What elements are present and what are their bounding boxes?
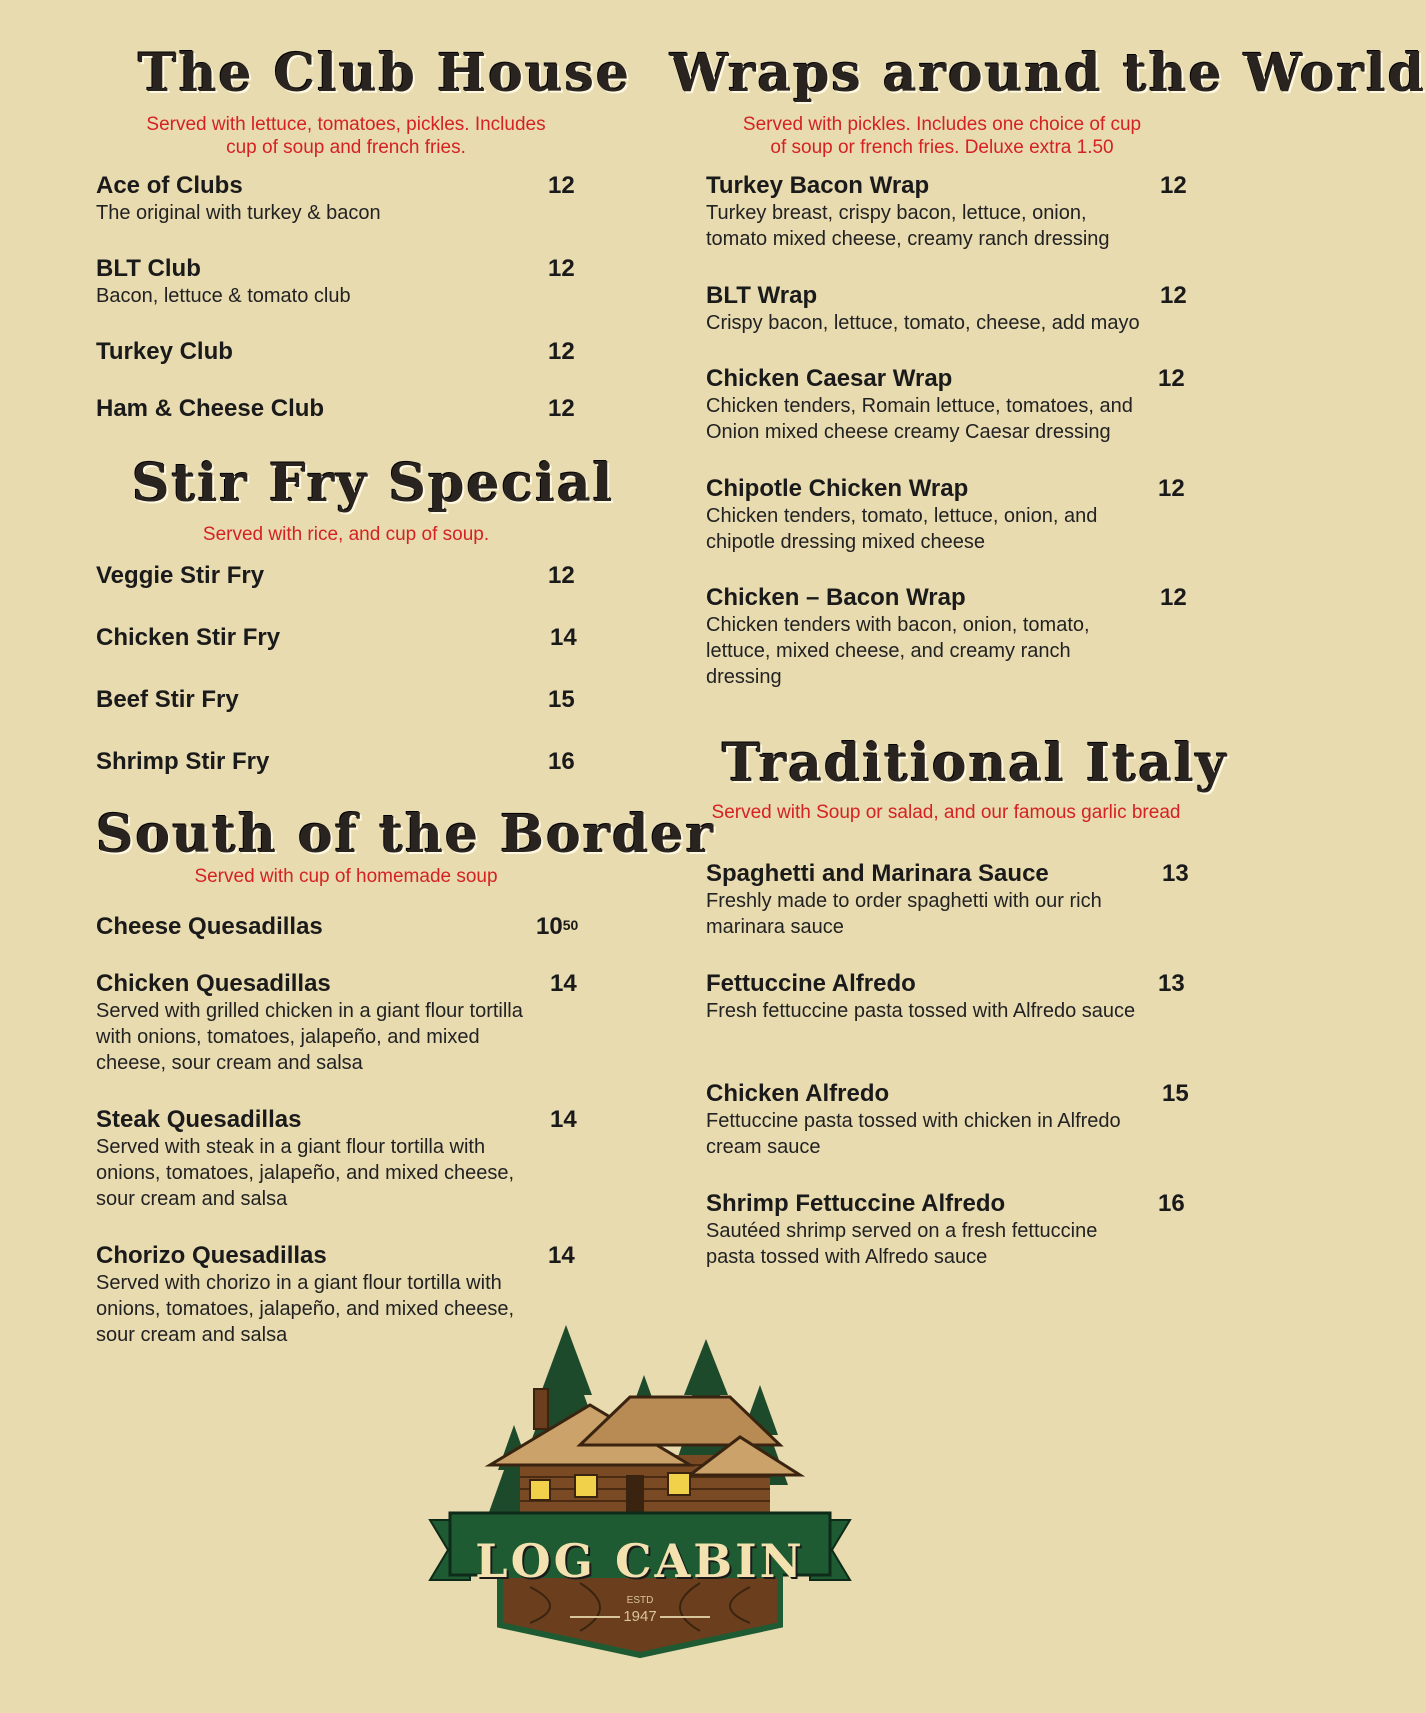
menu-item xyxy=(706,970,1200,1024)
item-price: 15 xyxy=(548,686,575,713)
menu-item xyxy=(96,970,596,1076)
log-cabin-logo xyxy=(430,1325,850,1660)
item-price: 12 xyxy=(548,172,575,199)
item-name: Chipotle Chicken Wrap xyxy=(706,475,969,502)
item-price: 14 xyxy=(550,1106,577,1133)
item-name: Fettuccine Alfredo xyxy=(706,970,916,997)
item-price: 13 xyxy=(1162,860,1189,887)
item-price: 12 xyxy=(1160,584,1187,611)
item-name: Steak Quesadillas xyxy=(96,1106,302,1133)
item-name: Spaghetti and Marinara Sauce xyxy=(706,860,1049,887)
menu-item xyxy=(96,562,596,590)
item-name: Chicken Alfredo xyxy=(706,1080,890,1107)
item-price: 12 xyxy=(1158,365,1185,392)
item-price xyxy=(536,913,578,941)
menu-item xyxy=(96,686,596,714)
item-price: 12 xyxy=(548,395,575,422)
item-name: Chicken Caesar Wrap xyxy=(706,365,953,392)
item-description: Sautéed shrimp served on a fresh fettuccine pasta tossed with Alfredo sauce xyxy=(706,1220,1098,1268)
item-name: Shrimp Stir Fry xyxy=(96,748,270,775)
item-price: 14 xyxy=(550,624,577,651)
item-name: BLT Wrap xyxy=(706,282,818,309)
item-price: 13 xyxy=(1158,970,1185,997)
item-description: Fresh fettuccine pasta tossed with Alfredo sauce xyxy=(706,1000,1136,1022)
logo-year: 1947 xyxy=(623,1608,657,1625)
menu-item xyxy=(96,172,596,226)
item-name: Cheese Quesadillas xyxy=(96,913,323,940)
item-description: Chicken tenders, Romain lettuce, tomatoes, and Onion mixed cheese creamy Caesar dressing xyxy=(706,395,1133,443)
item-name: Turkey Bacon Wrap xyxy=(706,172,930,199)
item-name: Chicken Stir Fry xyxy=(96,624,281,651)
item-price: 16 xyxy=(548,748,575,775)
item-price: 14 xyxy=(548,1242,575,1269)
menu-item xyxy=(96,338,596,366)
item-description: Served with steak in a giant flour tortilla with onions, tomatoes, jalapeño, and mixed cheese, sour cream and salsa xyxy=(96,1136,515,1210)
menu-item xyxy=(706,1190,1200,1270)
menu-item xyxy=(706,1080,1200,1160)
item-description: Chicken tenders, tomato, lettuce, onion, and chipotle dressing mixed cheese xyxy=(706,505,1098,553)
item-name: Chicken Quesadillas xyxy=(96,970,331,997)
item-name: Ace of Clubs xyxy=(96,172,243,199)
italy-title: Traditional Italy xyxy=(722,733,1228,794)
item-description: Freshly made to order spaghetti with our rich marinara sauce xyxy=(706,890,1102,938)
item-description: The original with turkey & bacon xyxy=(96,202,381,224)
menu-item xyxy=(706,584,1200,690)
item-price: 14 xyxy=(550,970,577,997)
item-name: BLT Club xyxy=(96,255,201,282)
item-description: Turkey breast, crispy bacon, lettuce, onion, tomato mixed cheese, creamy ranch dressing xyxy=(706,202,1110,250)
item-name: Chicken – Bacon Wrap xyxy=(706,584,966,611)
item-name: Chorizo Quesadillas xyxy=(96,1242,327,1269)
item-price: 15 xyxy=(1162,1080,1189,1107)
wraps-title: Wraps around the World xyxy=(670,43,1426,104)
item-price: 12 xyxy=(1160,172,1187,199)
south-border-note: Served with cup of homemade soup xyxy=(194,866,498,887)
club-house-title: The Club House xyxy=(138,43,632,104)
menu-item xyxy=(96,913,596,941)
item-name: Shrimp Fettuccine Alfredo xyxy=(706,1190,1006,1217)
menu-item xyxy=(96,255,596,309)
stir-fry-note: Served with rice, and cup of soup. xyxy=(202,524,490,545)
logo-estd: ESTD xyxy=(626,1595,654,1606)
price-dollars: 10 xyxy=(536,913,563,940)
club-house-note: Served with lettuce, tomatoes, pickles. Includes cup of soup and french fries. xyxy=(146,114,546,158)
menu-item xyxy=(706,282,1200,336)
menu-item xyxy=(706,475,1200,555)
item-name: Veggie Stir Fry xyxy=(96,562,265,589)
item-price: 12 xyxy=(548,562,575,589)
menu-item xyxy=(96,1106,596,1212)
item-price: 16 xyxy=(1158,1190,1185,1217)
menu-item xyxy=(706,365,1200,445)
item-description: Served with chorizo in a giant flour tortilla with onions, tomatoes, jalapeño, and mixed cheese, sour cream and salsa xyxy=(96,1272,515,1346)
south-border-title: South of the Border xyxy=(96,804,716,865)
menu-item xyxy=(706,860,1200,940)
item-name: Ham & Cheese Club xyxy=(96,395,325,422)
menu-item xyxy=(96,748,596,776)
item-description: Crispy bacon, lettuce, tomato, cheese, add mayo xyxy=(706,312,1140,334)
item-description: Chicken tenders with bacon, onion, tomato, lettuce, mixed cheese, and creamy ranch dressing xyxy=(706,614,1090,688)
menu-item xyxy=(96,395,596,423)
menu-item xyxy=(96,624,596,652)
item-price: 12 xyxy=(548,338,575,365)
item-description: Fettuccine pasta tossed with chicken in Alfredo cream sauce xyxy=(706,1110,1121,1158)
wraps-note: Served with pickles. Includes one choice of cup of soup or french fries. Deluxe extra 1.50 xyxy=(742,114,1142,158)
item-name: Turkey Club xyxy=(96,338,233,365)
item-name: Beef Stir Fry xyxy=(96,686,239,713)
item-price: 12 xyxy=(548,255,575,282)
menu-item xyxy=(706,172,1200,252)
item-price: 12 xyxy=(1160,282,1187,309)
item-description: Served with grilled chicken in a giant flour tortilla with onions, tomatoes, jalapeño, and mixed cheese, sour cream and salsa xyxy=(96,1000,523,1074)
item-price: 12 xyxy=(1158,475,1185,502)
stir-fry-title: Stir Fry Special xyxy=(132,453,615,514)
item-description: Bacon, lettuce & tomato club xyxy=(96,285,351,307)
price-cents: 50 xyxy=(562,917,579,933)
logo-name: LOG CABIN xyxy=(475,1534,805,1588)
italy-note: Served with Soup or salad, and our famous garlic bread xyxy=(711,802,1181,823)
